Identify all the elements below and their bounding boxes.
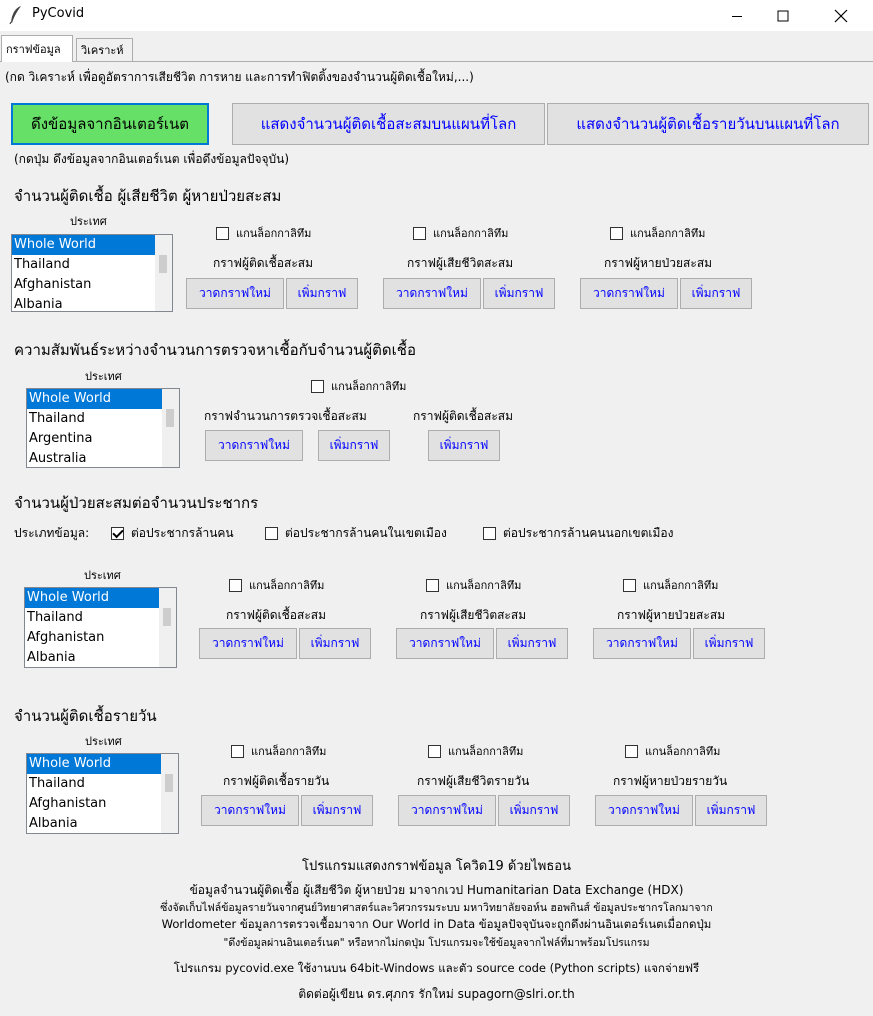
add-pc-confirmed-button[interactable]: เพิ่มกราฟ [299, 628, 371, 659]
add-tests-button[interactable]: เพิ่มกราฟ [318, 430, 390, 461]
minimize-icon [731, 10, 743, 22]
map-daily-button[interactable]: แสดงจำนวนผู้ติดเชื้อรายวันบนแผนที่โลก [547, 103, 869, 145]
section-cumulative-title: จำนวนผู้ติดเชื้อ ผู้เสียชีวิต ผู้หายป่วยสะสม [14, 187, 282, 205]
data-type-label: ประเภทข้อมูล: [14, 526, 90, 540]
scrollbar[interactable] [159, 588, 176, 667]
feather-icon [8, 5, 24, 25]
footer-line-2: ซึ่งจัดเก็บไฟล์ข้อมูลรายวันจากศูนย์วิทยาศาสตร์และวิศวกรรมระบบ มหาวิทยาลัยจอห์น ฮอพกินส์ ข้อมูลประชากรโลกมาจาก [160, 902, 713, 914]
add-daily-confirmed-button[interactable]: เพิ่มกราฟ [301, 795, 373, 826]
log-axis-checkbox-tests[interactable]: แกนล็อกกาลิทึม [311, 377, 406, 395]
footer-line-4: "ดึงข้อมูลผ่านอินเตอร์เนต" หรือหากไม่กดปุ่ม โปรแกรมจะใช้ข้อมูลจากไฟล์ที่มาพร้อมโปรแกรม [223, 937, 650, 949]
draw-new-daily-deaths-button[interactable]: วาดกราฟใหม่ [398, 795, 496, 826]
footer-contact: ติดต่อผู้เขียน ดร.ศุภกร รักใหม่ supagorn@slri.or.th [298, 987, 575, 1001]
country-label: ประเทศ [70, 215, 107, 228]
list-item[interactable]: Whole World [25, 588, 176, 608]
close-button[interactable] [818, 0, 864, 31]
map-cumulative-button[interactable]: แสดงจำนวนผู้ติดเชื้อสะสมบนแผนที่โลก [232, 103, 545, 145]
per-million-rural-checkbox[interactable]: ต่อประชากรล้านคนนอกเขตเมือง [483, 524, 673, 543]
scrollbar-thumb[interactable] [165, 774, 173, 792]
draw-new-daily-confirmed-button[interactable]: วาดกราฟใหม่ [201, 795, 299, 826]
scrollbar-thumb[interactable] [166, 409, 174, 427]
list-item[interactable]: Whole World [27, 389, 179, 409]
add-confirmed-button[interactable]: เพิ่มกราฟ [286, 278, 358, 309]
country-listbox-per-capita[interactable] [24, 587, 177, 668]
window-title: PyCovid [32, 6, 85, 21]
list-item[interactable]: Albania [27, 650, 76, 665]
list-item[interactable]: Argentina [29, 431, 93, 446]
add-pc-recovered-button[interactable]: เพิ่มกราฟ [693, 628, 765, 659]
graph-label-deaths: กราฟผู้เสียชีวิตสะสม [407, 256, 514, 270]
list-item[interactable]: Afghanistan [14, 277, 92, 292]
draw-new-tests-button[interactable]: วาดกราฟใหม่ [205, 430, 303, 461]
graph-label-confirmed: กราฟผู้ติดเชื้อสะสม [213, 256, 314, 270]
log-axis-checkbox-deaths[interactable]: แกนล็อกกาลิทึม [413, 224, 508, 242]
country-listbox-cumulative[interactable] [11, 234, 173, 312]
add-pc-deaths-button[interactable]: เพิ่มกราฟ [496, 628, 568, 659]
draw-new-pc-deaths-button[interactable]: วาดกราฟใหม่ [396, 628, 494, 659]
list-item[interactable]: Australia [29, 451, 87, 466]
draw-new-confirmed-button[interactable]: วาดกราฟใหม่ [186, 278, 284, 309]
footer-line-1: ข้อมูลจำนวนผู้ติดเชื้อ ผู้เสียชีวิต ผู้หายป่วย มาจากเวป Humanitarian Data Exchange (HDX) [189, 883, 684, 897]
list-item[interactable]: Afghanistan [29, 796, 107, 811]
maximize-icon [777, 10, 789, 22]
add-recovered-button[interactable]: เพิ่มกราฟ [680, 278, 752, 309]
graph-label-daily-deaths: กราฟผู้เสียชีวิตรายวัน [417, 774, 530, 788]
scrollbar[interactable] [155, 235, 172, 311]
close-icon [834, 9, 848, 23]
list-item[interactable]: Albania [29, 816, 78, 831]
draw-new-deaths-button[interactable]: วาดกราฟใหม่ [383, 278, 481, 309]
fetch-data-button[interactable]: ดึงข้อมูลจากอินเตอร์เนต [11, 103, 209, 145]
log-axis-checkbox-pc-confirmed[interactable]: แกนล็อกกาลิทึม [229, 576, 324, 594]
footer-line-5: โปรแกรม pycovid.exe ใช้งานบน 64bit-Windows และตัว source code (Python scripts) แจกจ่ายฟรี [173, 961, 700, 975]
section-daily-title: จำนวนผู้ติดเชื้อรายวัน [14, 707, 157, 725]
graph-label-daily-confirmed: กราฟผู้ติดเชื้อรายวัน [223, 774, 330, 788]
tab-graph-data[interactable]: กราฟข้อมูล [1, 35, 73, 62]
graph-label-pc-confirmed: กราฟผู้ติดเชื้อสะสม [226, 608, 327, 622]
log-axis-checkbox-confirmed[interactable]: แกนล็อกกาลิทึม [216, 224, 311, 242]
list-item[interactable]: Afghanistan [27, 630, 105, 645]
draw-new-daily-recovered-button[interactable]: วาดกราฟใหม่ [595, 795, 693, 826]
log-axis-checkbox-daily-confirmed[interactable]: แกนล็อกกาลิทึม [231, 742, 326, 760]
graph-label-recovered: กราฟผู้หายป่วยสะสม [604, 256, 713, 270]
graph-label-tests-confirmed: กราฟผู้ติดเชื้อสะสม [413, 409, 514, 423]
draw-new-recovered-button[interactable]: วาดกราฟใหม่ [580, 278, 678, 309]
country-listbox-daily[interactable] [26, 753, 179, 834]
list-item[interactable]: Thailand [29, 411, 85, 426]
section-per-capita-title: จำนวนผู้ป่วยสะสมต่อจำนวนประชากร [14, 494, 259, 512]
per-million-urban-checkbox[interactable]: ต่อประชากรล้านคนในเขตเมือง [265, 524, 447, 543]
section-tests-title: ความสัมพันธ์ระหว่างจำนวนการตรวจหาเชื้อกับจำนวนผู้ติดเชื้อ [14, 341, 416, 359]
scrollbar[interactable] [162, 389, 179, 467]
tab-analysis[interactable]: วิเคราะห์ [76, 38, 133, 62]
add-daily-recovered-button[interactable]: เพิ่มกราฟ [695, 795, 767, 826]
list-item[interactable]: Whole World [12, 235, 172, 255]
add-deaths-button[interactable]: เพิ่มกราฟ [483, 278, 555, 309]
footer-title: โปรแกรมแสดงกราฟข้อมูล โควิด19 ด้วยไพธอน [301, 859, 572, 874]
list-item[interactable]: Albania [14, 297, 63, 312]
minimize-button[interactable] [714, 0, 760, 31]
country-label: ประเทศ [84, 569, 121, 582]
maximize-button[interactable] [760, 0, 806, 31]
log-axis-checkbox-recovered[interactable]: แกนล็อกกาลิทึม [610, 224, 705, 242]
scrollbar-thumb[interactable] [159, 255, 167, 273]
graph-label-daily-recovered: กราฟผู้หายป่วยรายวัน [613, 774, 728, 788]
log-axis-checkbox-daily-recovered[interactable]: แกนล็อกกาลิทึม [625, 742, 720, 760]
list-item[interactable]: Thailand [14, 257, 70, 272]
country-label: ประเทศ [85, 735, 122, 748]
draw-new-pc-confirmed-button[interactable]: วาดกราฟใหม่ [199, 628, 297, 659]
graph-label-pc-deaths: กราฟผู้เสียชีวิตสะสม [420, 608, 527, 622]
list-item[interactable]: Thailand [27, 610, 83, 625]
scrollbar-thumb[interactable] [163, 608, 171, 626]
scrollbar[interactable] [161, 754, 178, 833]
graph-label-pc-recovered: กราฟผู้หายป่วยสะสม [617, 608, 726, 622]
list-item[interactable]: Whole World [27, 754, 178, 774]
list-item[interactable]: Thailand [29, 776, 85, 791]
fetch-hint: (กดปุ่ม ดึงข้อมูลจากอินเตอร์เนต เพื่อดึงข้อมูลปัจจุบัน) [14, 152, 290, 166]
log-axis-checkbox-pc-deaths[interactable]: แกนล็อกกาลิทึม [426, 576, 521, 594]
country-label: ประเทศ [85, 370, 122, 383]
add-tests-confirmed-button[interactable]: เพิ่มกราฟ [428, 430, 500, 461]
draw-new-pc-recovered-button[interactable]: วาดกราฟใหม่ [593, 628, 691, 659]
log-axis-checkbox-daily-deaths[interactable]: แกนล็อกกาลิทึม [428, 742, 523, 760]
country-listbox-tests[interactable] [26, 388, 180, 468]
per-million-checkbox[interactable]: ต่อประชากรล้านคน [111, 524, 234, 543]
footer-line-3: Worldometer ข้อมูลการตรวจเชื้อมาจาก Our World in Data ข้อมูลปัจจุบันจะถูกดึงผ่านอินเตอร์เนตเมื่อกดปุ่ม [161, 917, 712, 931]
analysis-hint: (กด วิเคราะห์ เพื่อดูอัตราการเสียชีวิต การหาย และการทำฟิตติ้งของจำนวนผู้ติดเชื้อใหม่,...) [5, 70, 474, 84]
graph-label-tests: กราฟจำนวนการตรวจเชื้อสะสม [204, 409, 367, 423]
log-axis-checkbox-pc-recovered[interactable]: แกนล็อกกาลิทึม [623, 576, 718, 594]
add-daily-deaths-button[interactable]: เพิ่มกราฟ [498, 795, 570, 826]
